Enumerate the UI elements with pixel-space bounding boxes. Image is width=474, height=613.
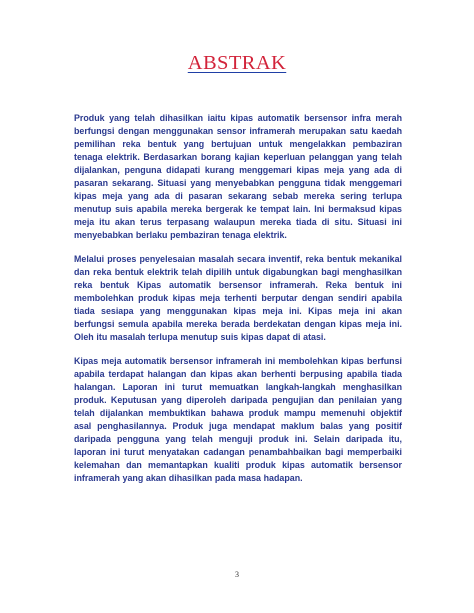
abstract-paragraph-2: Melalui proses penyelesaian masalah secara inventif, reka bentuk mekanikal dan reka bentuk elektrik telah dipilih untuk digabungkan bagi menghasilkan reka bentuk Kipas automatik bersensor inframerah. Reka bentuk ini membolehkan produk kipas meja terhenti berputar dengan sendiri apabila tiada sesiapa yang menggunakan kipas meja ini. Kipas meja ini akan berfungsi semula apabila mereka berada berdekatan dengan kipas meja ini. Oleh itu masalah terlupa menutup suis kipas dapat di atasi. <box>74 254 402 342</box>
abstract-body <box>74 112 402 496</box>
abstract-paragraph-1: Produk yang telah dihasilkan iaitu kipas automatik bersensor infra merah berfungsi dengan menggunakan sensor inframerah merupakan satu kaedah pemilihan reka bentuk yang bertujuan untuk mengelakkan pembaziran tenaga elektrik. Berdasarkan borang kajian keperluan pelanggan yang telah dijalankan, penguna didapati kurang menggemari kipas meja yang ada di pasaran sekarang. Situasi yang menyebabkan pengguna tidak menggemari kipas meja yang ada di pasaran sekarang sebab mereka sering terlupa menutup suis apabila mereka bergerak ke tempat lain. Ini bermaksud kipas meja itu akan terus terpasang walaupun mereka tiada di situ. Situasi ini menyebabkan berlaku pembaziran tenaga elektrik. <box>74 113 402 240</box>
abstract-paragraph-3: Kipas meja automatik bersensor inframerah ini membolehkan kipas berfunsi apabila terdapat halangan dan kipas akan berhenti berpusing apabila tiada halangan. Laporan ini turut memuatkan langkah-langkah menghasilkan produk. Keputusan yang diperoleh daripada pengujian dan penilaian yang telah dijalankan membuktikan bahawa produk mampu memenuhi objektif asal penghasilannya. Produk juga mendapat maklum balas yang positif daripada pengguna yang telah menguji produk ini. Selain daripada itu, laporan ini turut menyatakan cadangan penambahbaikan bagi memperbaiki kelemahan dan memantapkan kualiti produk kipas automatik bersensor inframerah yang akan dihasilkan pada masa hadapan. <box>74 356 402 483</box>
page-title: ABSTRAK <box>187 52 287 74</box>
page-number: 3 <box>235 570 239 579</box>
